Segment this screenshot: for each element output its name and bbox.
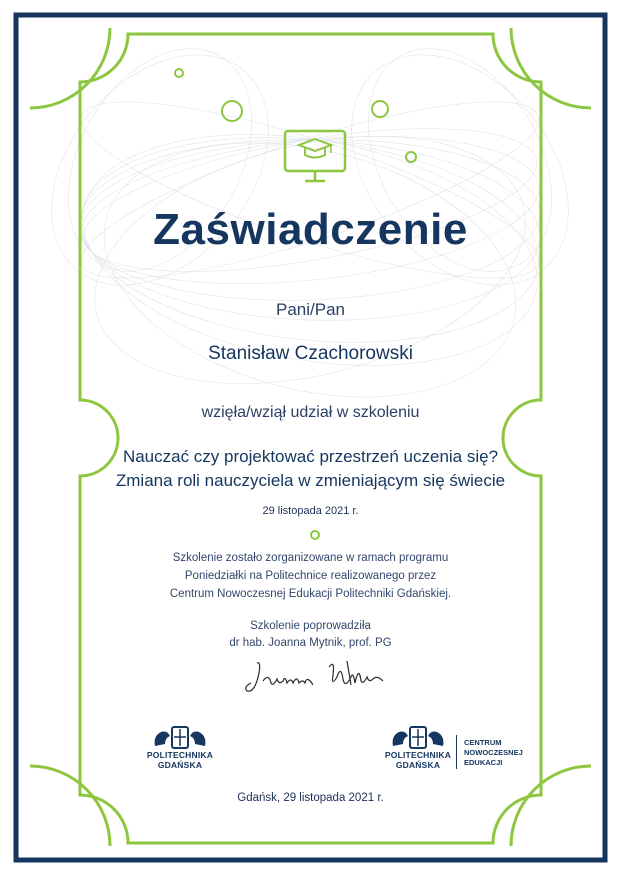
- participation-text: wzięła/wziął udział w szkoleniu: [201, 404, 420, 421]
- crest-icon: [389, 726, 447, 750]
- corner-arc-bottom-left: [30, 766, 110, 846]
- politechnika-gdanska-logo-left: [130, 726, 230, 770]
- training-date: 29 listopada 2021 r.: [262, 505, 359, 517]
- recipient-name: Stanisław Czachorowski: [208, 343, 413, 364]
- graduation-cap-monitor-icon: [281, 125, 349, 185]
- corner-arc-bottom-right: [511, 766, 591, 846]
- centrum-text-line: EDUKACJI: [464, 758, 503, 767]
- addressee-label: Pani/Pan: [276, 300, 345, 319]
- logo-text-line: GDAŃSKA: [395, 760, 441, 770]
- decor-circle: [175, 69, 183, 77]
- course-title-line: Zmiana roli nauczyciela w zmieniającym się świecie: [115, 471, 506, 490]
- instructor-label: Szkolenie poprowadziła: [250, 620, 371, 632]
- centrum-text-line: CENTRUM: [464, 738, 502, 747]
- signature: [243, 655, 393, 701]
- decor-circle: [311, 531, 319, 539]
- decor-circle: [406, 152, 416, 162]
- politechnika-gdanska-logo-right: [368, 726, 468, 770]
- decor-circle: [372, 101, 388, 117]
- program-info-line: Poniedziałki na Politechnice realizowanego przez: [184, 570, 437, 582]
- logo-text-line: GDAŃSKA: [157, 760, 203, 770]
- place-and-date: Gdańsk, 29 listopada 2021 r.: [237, 792, 384, 804]
- certificate-title: Zaświadczenie: [153, 205, 468, 254]
- logo-text-line: POLITECHNIKA: [384, 750, 452, 760]
- crest-icon: [151, 726, 209, 750]
- program-info-line: Szkolenie zostało zorganizowane w ramach programu: [172, 552, 449, 564]
- decor-circle: [222, 101, 242, 121]
- centrum-logo-text: [464, 738, 523, 768]
- corner-arc-top-right: [511, 28, 591, 108]
- corner-arc-top-left: [30, 28, 110, 108]
- program-info-line: Centrum Nowoczesnej Edukacji Politechniki Gdańskiej.: [169, 588, 452, 600]
- course-title-line: Nauczać czy projektować przestrzeń uczenia się?: [122, 447, 499, 466]
- centrum-text-line: NOWOCZESNEJ: [464, 748, 523, 757]
- logo-text-line: POLITECHNIKA: [146, 750, 214, 760]
- instructor-name: dr hab. Joanna Mytnik, prof. PG: [229, 637, 392, 649]
- program-info: [0, 549, 621, 603]
- logo-divider: [456, 735, 457, 769]
- course-title: [0, 445, 621, 493]
